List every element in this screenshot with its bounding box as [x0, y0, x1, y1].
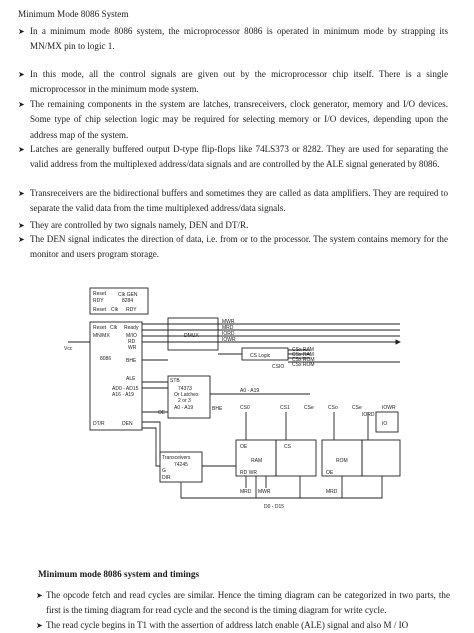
arrow-bullet-icon: ➤	[18, 189, 25, 198]
rom-oe-label: OE	[326, 470, 334, 476]
ram-cs-label: CS	[284, 444, 291, 450]
block-diagram-svg	[60, 282, 402, 514]
cs-label-4: CSe	[352, 405, 362, 411]
latch-part-label: 74373	[178, 386, 192, 392]
page-title: Minimum Mode 8086 System	[18, 9, 129, 19]
cpu-clk-label: Clk	[110, 325, 118, 331]
cs-label-0: CS0	[240, 405, 250, 411]
bullet-text: The read cycle begins in T1 with the assertion of address latch enable (ALE) signal and also M / IO	[46, 620, 409, 630]
latch-oe-label: OE	[158, 410, 166, 416]
bullet-7	[18, 232, 448, 263]
cs-logic-label: CS Logic	[250, 353, 271, 359]
cs-ram-label-2: CSx RAM	[292, 352, 314, 358]
latch-bhe-label: BHE	[212, 406, 223, 412]
cs-label-5: IORD	[362, 412, 375, 418]
transceivers-label: Transceivers	[162, 455, 191, 461]
demux-label: DMUX	[184, 333, 199, 339]
cs-rom-label-1: CSx ROM	[292, 357, 315, 363]
bottom-mrd-label: MRD	[240, 489, 252, 495]
clock-gen-rdy-out-label: RDY	[126, 307, 137, 313]
bus-mrd-label: MRD	[222, 325, 234, 331]
bottom-mrd-label-2: MRD	[326, 489, 338, 495]
clock-gen-reset-out-label: Reset	[93, 307, 107, 313]
cpu-ready-label: Ready	[124, 325, 139, 331]
clock-gen-part-label: 8284	[122, 298, 134, 304]
ram-label: RAM	[251, 458, 263, 464]
bus-iowr-label: IOWR	[222, 337, 236, 343]
transceivers-dir-label: DIR	[162, 475, 171, 481]
bullet-2	[18, 67, 448, 98]
latch-stb-label: STB	[170, 378, 180, 384]
arrow-bullet-icon: ➤	[18, 27, 25, 36]
cpu-dtr-label: DT/R	[93, 421, 105, 427]
ram-oe-label: OE	[240, 444, 248, 450]
io-label: IO	[382, 421, 388, 427]
transceivers-g-label: G	[162, 468, 166, 474]
arrow-bullet-icon: ➤	[18, 235, 25, 244]
clock-gen-clk-label: Clk	[111, 307, 119, 313]
cpu-rd-label: RD	[128, 339, 136, 345]
timing-bullet-1	[36, 588, 450, 619]
vcc-label: Vcc	[64, 346, 73, 352]
rom-block-2	[362, 440, 400, 476]
ram-rw-label: RD WR	[240, 470, 257, 476]
bullet-text: They are controlled by two signals namely, DEN and DT/R.	[30, 220, 249, 230]
data-bus-label: D0 - D15	[264, 504, 285, 510]
bullet-text: Latches are generally buffered output D-type flip-flops like 74LS373 or 8282. They are used for separating the valid address from the multiplexed address/data signals and are controlled by the ALE signal generated by 8086.	[30, 144, 448, 170]
bus-mwr-label: MWR	[222, 319, 235, 325]
ram-block-2	[276, 440, 316, 476]
bullet-text: The remaining components in the system are latches, transreceivers, clock generator, memory and I/O devices. Some type of chip selection logic may be required for selecting memory or I/O devices, depending upon the address map of the system.	[30, 99, 448, 140]
cpu-name-label: 8086	[100, 356, 112, 362]
cpu-mnmx-label: MN/MX	[93, 333, 110, 339]
arrow-bullet-icon: ➤	[18, 221, 25, 230]
bullet-1	[18, 24, 448, 55]
cpu-mio-label: M/IO	[126, 333, 137, 339]
cs-ram-label-1: CSx RAM	[292, 347, 314, 353]
address-bus-label: A0 - A19	[240, 388, 260, 394]
section-subheading: Minimum mode 8086 system and timings	[38, 569, 200, 579]
cs-label-3: CSo	[328, 405, 338, 411]
bullet-text: The opcode fetch and read cycles are similar. Hence the timing diagram can be categorized in two parts, the first is the timing diagram for read cycle and the second is the timing diagram for write cycle.	[46, 590, 450, 616]
minimum-mode-block-diagram	[60, 282, 402, 514]
latch-name-label: Or Latches	[174, 392, 199, 398]
bullet-text: In a minimum mode 8086 system, the microprocessor 8086 is operated in minimum mode by strapping its MN/MX pin to logic 1.	[30, 26, 448, 52]
cs-label-6: IOWR	[382, 405, 396, 411]
arrow-bullet-icon: ➤	[36, 621, 43, 630]
cs-io-label: CSIO	[272, 364, 285, 370]
clock-gen-name-label: Clk GEN	[118, 292, 138, 298]
clock-gen-rdy-label: RDY	[93, 298, 104, 304]
cpu-reset-label: Reset	[93, 325, 107, 331]
bullet-5	[18, 186, 448, 217]
cs-label-1: CS1	[280, 405, 290, 411]
cpu-a-label: A16 - A19	[112, 392, 134, 398]
bullet-text: The DEN signal indicates the direction of data, i.e. from or to the processor. The system contains memory for the monitor and users program storage.	[30, 234, 448, 260]
cs-label-2: CSe	[304, 405, 314, 411]
bullet-text: In this mode, all the control signals are given out by the microprocessor chip itself. There is a single microprocessor in the minimum mode system.	[30, 69, 448, 95]
timing-bullet-2	[36, 618, 450, 633]
arrow-bullet-icon: ➤	[18, 70, 25, 79]
arrow-bullet-icon: ➤	[18, 100, 25, 109]
cpu-ad-label: AD0 - AD15	[112, 386, 139, 392]
clock-gen-reset-label: Reset	[93, 291, 107, 297]
bottom-mwr-label: MWR	[258, 489, 271, 495]
bullet-text: Transreceivers are the bidirectional buffers and sometimes they are called as data amplifiers. They are required to separate the valid data from the time multiplexed address/data signals.	[30, 188, 448, 214]
cs-rom-label-2: CSx ROM	[292, 362, 315, 368]
transceivers-part-label: 74245	[174, 462, 188, 468]
arrow-bullet-icon: ➤	[18, 145, 25, 154]
cpu-wr-label: WR	[128, 345, 137, 351]
cpu-ale-label: ALE	[126, 376, 136, 382]
cpu-den-label: DEN	[122, 421, 133, 427]
rom-label: ROM	[336, 458, 348, 464]
bus-iord-label: IORD	[222, 331, 235, 337]
bullet-3	[18, 97, 448, 143]
bullet-4	[18, 142, 448, 173]
latch-out-label: A0 - A19	[174, 405, 194, 411]
latch-count-label: 2 or 3	[178, 398, 191, 404]
arrow-bullet-icon: ➤	[36, 591, 43, 600]
cpu-bhe-label: BHE	[126, 358, 137, 364]
